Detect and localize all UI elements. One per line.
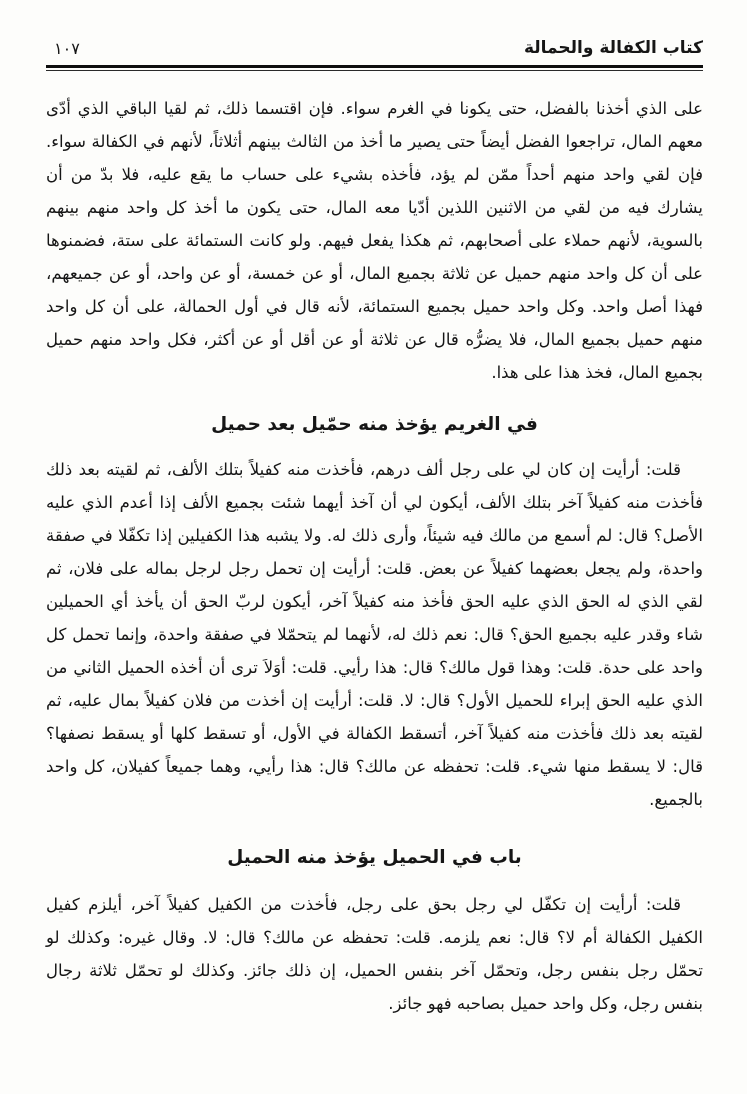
- header-rule-thick: [46, 65, 703, 68]
- running-head: [46, 36, 703, 60]
- page-number: ١٠٧: [54, 39, 80, 58]
- section-heading-1: في الغريم يؤخذ منه حمّيل بعد حميل: [211, 414, 538, 435]
- section-paragraph-1: قلت: أرأيت إن كان لي على رجل ألف درهم، فأخذت منه كفيلاً بتلك الألف، ثم لقيته بعد ذلك فأخذت منه كفيلاً آخر بتلك الألف، أيكون لي أن آخذ أيهما شئت بجميع الألف إذا أعدم الذي عليه الأصل؟ قال: لم أسمع من مالك فيه شيئاً، وأرى ذلك له. ولا يشبه هذا الكفيلين إذا تكفّلا في صفقة واحدة، ولم يجعل بعضهما كفيلاً عن بعض. قلت: أرأيت إن تحمل رجل لرجل بماله على فلان، ثم لقي الذي له الحق الذي عليه الحق فأخذ منه كفيلاً آخر، أيكون لربّ الحق أن يأخذ أي الحميلين شاء وقدر عليه بجميع الحق؟ قال: نعم ذلك له، لأنهما لم يتحمّلا في صفقة واحدة، وإنما تحمل كل واحد على حدة. قلت: وهذا قول مالك؟ قال: هذا رأيي. قلت: أوَلاَ ترى أن أخذه الحميل الثاني من الذي عليه الحق إبراء للحميل الأول؟ قال: لا. قلت: أرأيت إن أخذت من فلان كفيلاً بمال عليه، ثم لقيته بعد ذلك فأخذت منه كفيلاً آخر، أتسقط الكفالة في الأول، أو تسقط كلها أو يسقط نصفها؟ قال: لا يسقط منها شيء. قلت: تحفظه عن مالك؟ قال: هذا رأيي، وهما جميعاً كفيلان، كل واحد بالجميع.: [46, 460, 703, 809]
- body-text: [46, 92, 703, 1020]
- continuation-paragraph: على الذي أخذنا بالفضل، حتى يكونا في الغرم سواء. فإن اقتسما ذلك، ثم لقيا الباقي الذي أدّى معهم المال، تراجعوا الفضل أيضاً حتى يصير ما أخذ من الثالث بينهم أثلاثاً، لأنهم في الكفالة سواء. فإن لقي واحد منهم أحداً ممّن لم يؤد، فأخذه بشيء على حساب ما يقع عليه، فلا بدّ من أن يشارك فيه من لقي من الاثنين اللذين أدّيا معه المال، حتى يكون ما أخذ كل واحد منهم بينهم بالسوية، لأنهم حملاء على أصحابهم، ثم هكذا يفعل فيهم. ولو كانت الستمائة على ستة، فضمنوها على أن كل واحد منهم حميل عن ثلاثة بجميع المال، أو عن خمسة، أو عن واحد، أو عن جميعهم، فهذا أصل واحد. وكل واحد حميل بجميع الستمائة، لأنه قال في أول الحمالة، على أن كل واحد منهم حميل بجميع المال، فلا يضرُّه قال عن ثلاثة أو عن أقل أو عن أكثر، فكل واحد منهم حميل بجميع المال، فخذ هذا على هذا.: [46, 99, 703, 382]
- book-title: كتاب الكفالة والحمالة: [523, 38, 703, 58]
- page-header: [46, 36, 703, 71]
- section-paragraph-2: قلت: أرأيت إن تكفّل لي رجل بحق على رجل، فأخذت من الكفيل كفيلاً آخر، أيلزم كفيل الكفيل الكفالة أم لا؟ قال: نعم يلزمه. قلت: تحفظه عن مالك؟ قال: لا. وقال غيره: وكذلك لو تحمّل رجل بنفس رجل، وتحمّل آخر بنفس الحميل، إن ذلك جائز. وكذلك لو تحمّل ثلاثة رجال بنفس رجل، وكل واحد حميل بصاحبه فهو جائز.: [46, 895, 703, 1013]
- header-rule-thin: [46, 70, 703, 71]
- section-heading-2: باب في الحميل يؤخذ منه الحميل: [227, 847, 522, 868]
